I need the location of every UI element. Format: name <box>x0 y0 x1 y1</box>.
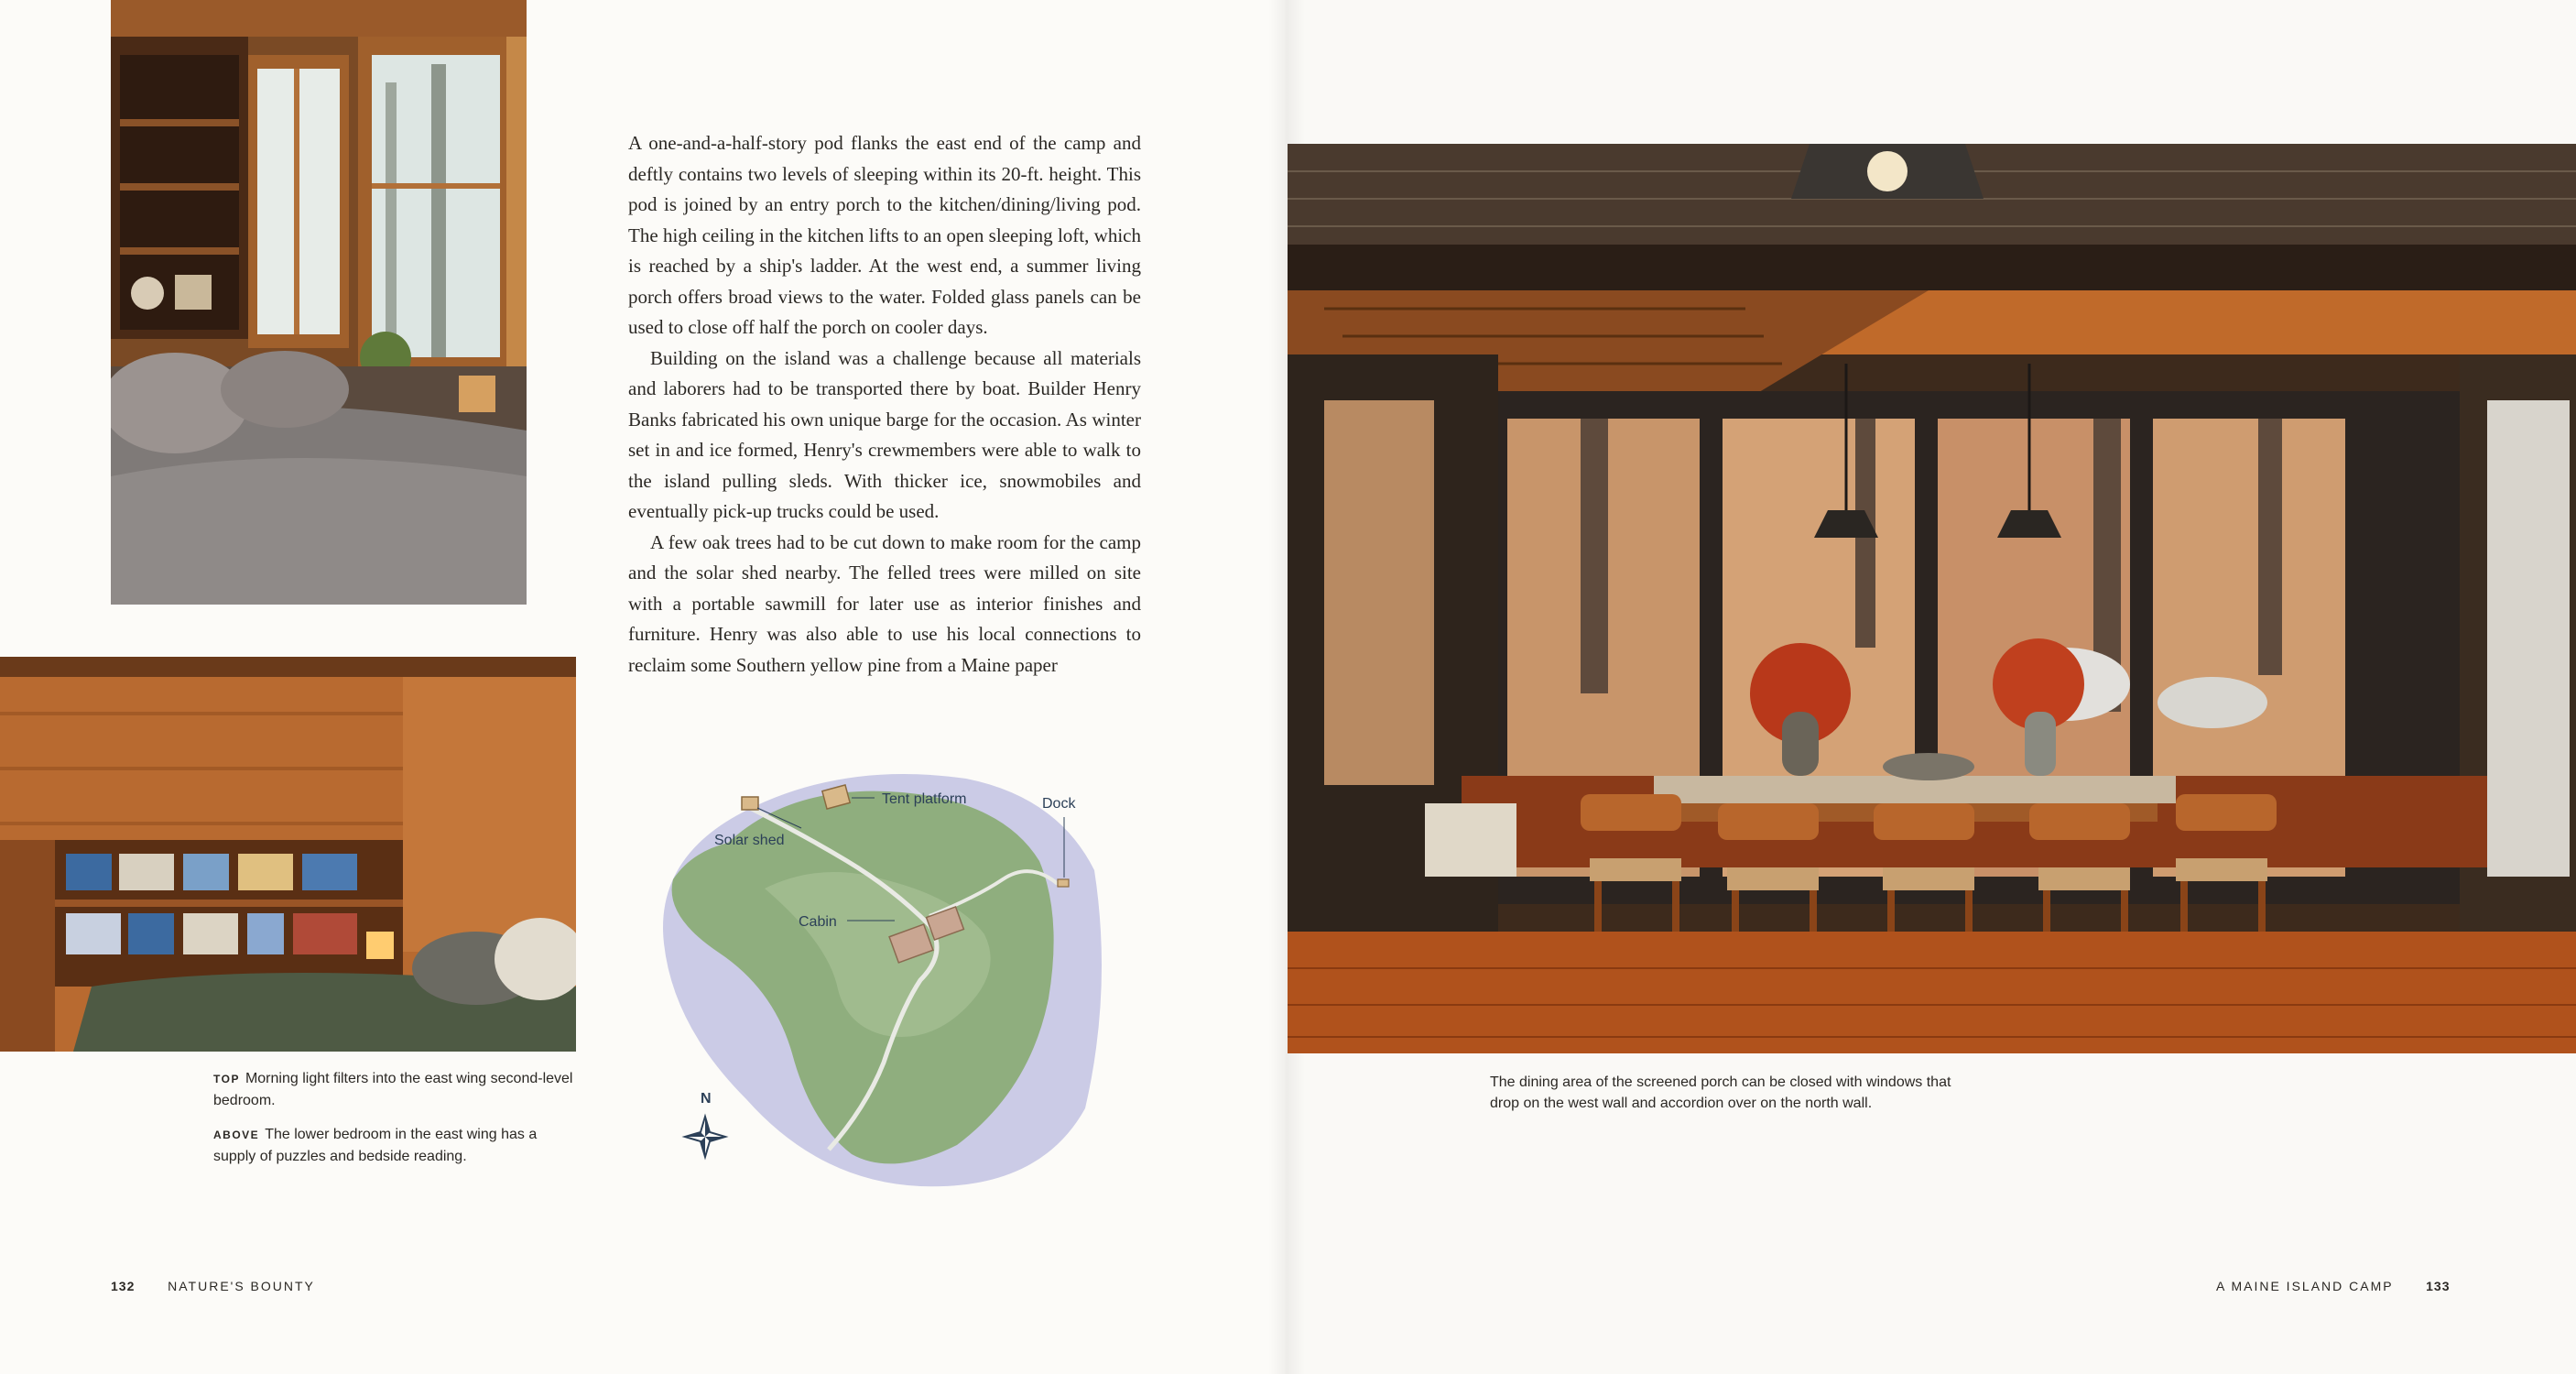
body-paragraph: A few oak trees had to be cut down to make room for the camp and the solar shed nearby. The felled trees were milled on site with a portable sawmill for later use as interior finishes and furniture. Henry was also able to use his local connections to reclaim some Southern yellow pine from a Maine paper <box>628 530 1141 676</box>
bedroom-captions <box>213 1068 580 1180</box>
caption-above-label: ABOVE <box>213 1129 260 1141</box>
map-label-solar-shed: Solar shed <box>714 833 785 848</box>
caption-top-text: Morning light filters into the east wing second-level bedroom. <box>213 1071 573 1108</box>
running-head-left: NATURE'S BOUNTY <box>168 1279 315 1293</box>
body-text <box>628 128 1141 681</box>
caption-above <box>213 1124 580 1167</box>
caption-top-label: TOP <box>213 1073 240 1085</box>
running-head-right: A MAINE ISLAND CAMP <box>2216 1279 2394 1293</box>
map-label-north: N <box>701 1091 712 1107</box>
compass-icon <box>685 1117 725 1157</box>
folio-left <box>111 1279 315 1293</box>
photo-lower-bedroom <box>0 657 576 1052</box>
page-number-left: 132 <box>111 1279 136 1293</box>
caption-top <box>213 1068 580 1111</box>
photo-dining-porch <box>1288 144 2576 1053</box>
caption-above-text: The lower bedroom in the east wing has a supply of puzzles and bedside reading. <box>213 1127 538 1164</box>
photo-upper-bedroom <box>111 0 527 605</box>
body-paragraph: Building on the island was a challenge because all materials and laborers had to be transported there by boat. Builder Henry Banks fabricated his own unique barge for the occasion. As winter set in and ice formed, Henry's crewmembers were able to walk to the island pulling sleds. With thicker ice, snowmobiles and eventually pick-up trucks could be used. <box>628 346 1141 522</box>
map-label-dock: Dock <box>1042 796 1076 812</box>
page-number-right: 133 <box>2426 1279 2451 1293</box>
caption-dining-text: The dining area of the screened porch can be closed with windows that drop on the west wall and accordion over on the north wall. <box>1490 1074 1951 1111</box>
map-label-cabin: Cabin <box>799 914 837 930</box>
site-map <box>655 760 1113 1195</box>
map-label-tent-platform: Tent platform <box>882 791 967 807</box>
dining-caption <box>1490 1072 1966 1127</box>
body-paragraph: A one-and-a-half-story pod flanks the east end of the camp and deftly contains two levels of sleeping within its 20-ft. height. This pod is joined by an entry porch to the kitchen/dining/living pod. The high ceiling in the kitchen lifts to an open sleeping loft, which is reached by a ship's ladder. At the west end, a summer living porch offers broad views to the water. Folded glass panels can be used to close off half the porch on cooler days. <box>628 132 1141 338</box>
folio-right <box>2216 1279 2450 1293</box>
